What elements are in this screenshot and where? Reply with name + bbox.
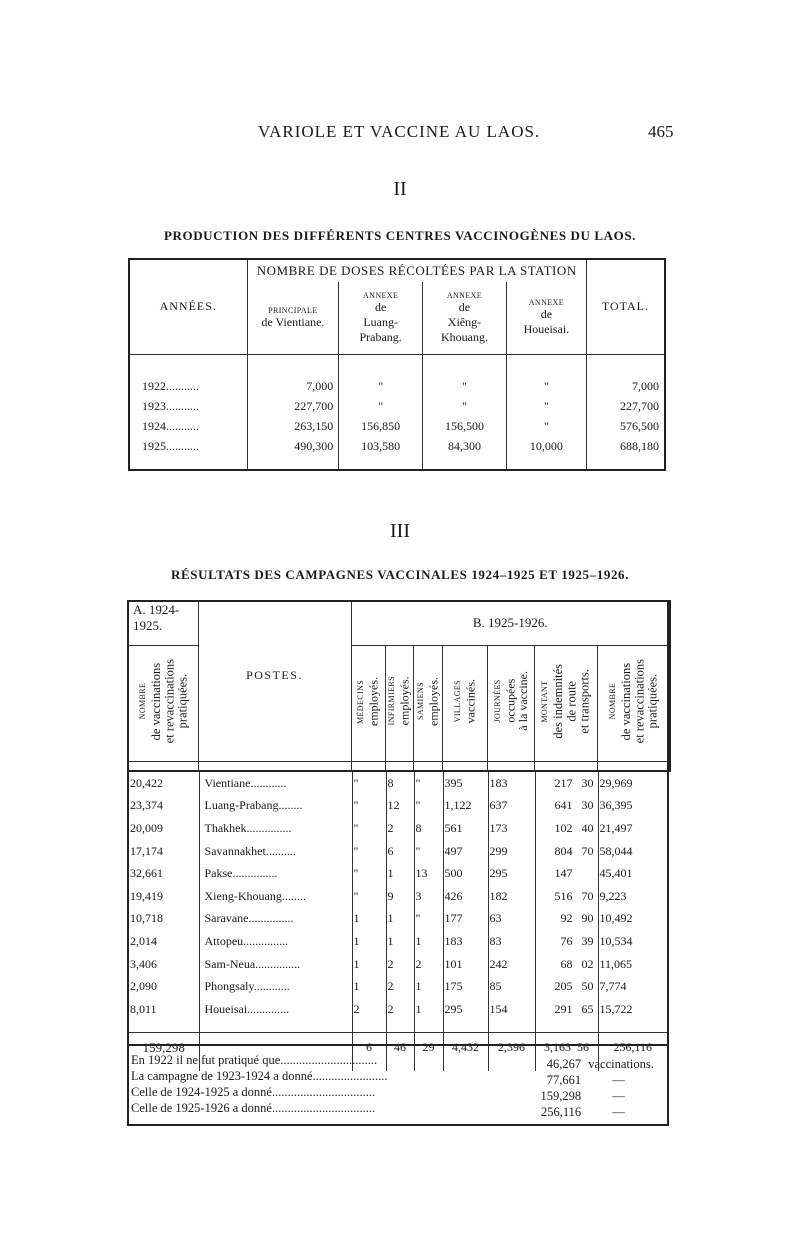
cell-houeisai: " <box>506 376 586 396</box>
cell-mont: 291 65 <box>535 998 598 1021</box>
table-row <box>129 998 667 1021</box>
header-station-xieng-khouang <box>423 282 507 354</box>
cell-a: 20,422 <box>130 775 163 790</box>
page-number: 465 <box>648 122 674 141</box>
cell-vil: 561 <box>443 817 488 840</box>
cell-sam: " <box>414 840 443 863</box>
header-l2: de <box>540 307 553 322</box>
cell-nb: 11,065 <box>598 953 667 976</box>
cell-vientiane: 227,700 <box>247 396 339 416</box>
header-montant: MONTANT des indemnités de route et transports. <box>534 645 597 761</box>
cell-mont: 102 40 <box>535 817 598 840</box>
cell-sam: 1 <box>414 975 443 998</box>
cell-a: 8,011 <box>130 1001 157 1016</box>
header-station-luang-prabang <box>339 282 423 354</box>
cell-nb: 45,401 <box>598 862 667 885</box>
header-journees: JOURNÉES occupées à la vaccine. <box>487 645 534 761</box>
cell-xieng: " <box>423 376 507 396</box>
cell-sam: " <box>414 795 443 818</box>
cell-poste: Xieng-Khouang........ <box>199 885 352 908</box>
cell-nb: 58,044 <box>598 840 667 863</box>
summary-line: Celle de 1924-1925 a donné................................. 159,298 — <box>131 1085 625 1103</box>
cell-sam: " <box>414 772 443 795</box>
header-l2: de Vientiane. <box>261 314 325 329</box>
cell-vil: 183 <box>443 930 488 953</box>
table-row <box>129 908 667 931</box>
total-nb: 256,116 <box>598 1033 667 1063</box>
cell-vil: 395 <box>443 772 488 795</box>
cell-sam: 1 <box>414 998 443 1021</box>
section-title-iii: RÉSULTATS DES CAMPAGNES VACCINALES 1924–1925 ET 1925–1926. <box>171 567 629 582</box>
header-a-line1: A. 1924- <box>133 602 180 617</box>
cell-nb: 10,492 <box>598 908 667 931</box>
cell-jour: 63 <box>488 908 535 931</box>
cell-nb: 29,969 <box>598 772 667 795</box>
cell-med: " <box>352 885 386 908</box>
section-numeral-ii: II <box>393 178 407 200</box>
cell-vil: 1,122 <box>443 795 488 818</box>
row-year: 1923........... <box>142 398 199 413</box>
cell-houeisai: " <box>506 416 586 436</box>
header-l4: Khouang. <box>440 329 488 344</box>
section-numeral-iii: III <box>390 520 410 542</box>
campaign-results-rows <box>129 772 667 1071</box>
cell-nb: 21,497 <box>598 817 667 840</box>
cell-med: " <box>352 772 386 795</box>
table-row <box>129 885 667 908</box>
cell-nb: 36,395 <box>598 795 667 818</box>
cell-total: 227,700 <box>586 396 665 416</box>
table-row <box>129 795 667 818</box>
cell-a: 2,014 <box>130 933 157 948</box>
campaign-results-table <box>127 600 671 772</box>
row-year: 1924........... <box>142 418 199 433</box>
row-year: 1925........... <box>142 438 199 453</box>
cell-poste: Attopeu............... <box>199 930 352 953</box>
cell-jour: 295 <box>488 862 535 885</box>
cell-sam: 3 <box>414 885 443 908</box>
header-medecins: MÉDECINS employés. <box>351 645 385 761</box>
cell-inf: 1 <box>386 930 414 953</box>
cell-poste: Saravane............... <box>199 908 352 931</box>
total-med: 6 <box>352 1033 386 1063</box>
header-annees: ANNÉES. <box>129 259 247 354</box>
cell-total: 7,000 <box>586 376 665 396</box>
cell-med: " <box>352 817 386 840</box>
cell-jour: 173 <box>488 817 535 840</box>
cell-mont: 68 02 <box>535 953 598 976</box>
cell-sam: 13 <box>414 862 443 885</box>
cell-nb: 7,774 <box>598 975 667 998</box>
header-nombre-b: NOMBRE de vaccinations et revaccinations pratiquées. <box>597 645 670 761</box>
cell-med: " <box>352 795 386 818</box>
cell-poste: Houeisai.............. <box>199 998 352 1021</box>
header-l2: de <box>374 299 387 314</box>
cell-med: 1 <box>352 930 386 953</box>
table-row <box>129 953 667 976</box>
cell-mont: 217 30 <box>535 772 598 795</box>
production-table <box>128 258 666 471</box>
cell-poste: Savannakhet.......... <box>199 840 352 863</box>
cell-med: 1 <box>352 953 386 976</box>
cell-inf: 1 <box>386 862 414 885</box>
cell-vil: 101 <box>443 953 488 976</box>
total-jour: 2,396 <box>488 1033 535 1063</box>
cell-luang: 103,580 <box>339 436 423 456</box>
cell-vil: 175 <box>443 975 488 998</box>
cell-total: 688,180 <box>586 436 665 456</box>
cell-vil: 500 <box>443 862 488 885</box>
cell-poste: Thakhek............... <box>199 817 352 840</box>
header-l1: ANNEXE <box>528 298 565 308</box>
cell-jour: 154 <box>488 998 535 1021</box>
cell-xieng: 84,300 <box>423 436 507 456</box>
table-row <box>129 975 667 998</box>
total-mont: 3,163 56 <box>535 1033 598 1063</box>
cell-poste: Phongsaly............ <box>199 975 352 998</box>
cell-inf: 1 <box>386 908 414 931</box>
header-l3: Xiêng- <box>447 314 482 329</box>
row-year: 1922........... <box>142 378 199 393</box>
cell-jour: 299 <box>488 840 535 863</box>
cell-jour: 83 <box>488 930 535 953</box>
summary-line: La campagne de 1923-1924 a donné........................ 77,661 — <box>131 1069 625 1087</box>
cell-a: 2,090 <box>130 979 157 994</box>
cell-jour: 85 <box>488 975 535 998</box>
cell-sam: 1 <box>414 930 443 953</box>
cell-vil: 426 <box>443 885 488 908</box>
cell-inf: 2 <box>386 817 414 840</box>
table-row <box>129 396 665 416</box>
cell-a: 19,419 <box>130 888 163 903</box>
header-b: B. 1925-1926. <box>351 601 670 645</box>
cell-jour: 637 <box>488 795 535 818</box>
cell-sam: 8 <box>414 817 443 840</box>
cell-luang: " <box>339 396 423 416</box>
cell-mont: 205 50 <box>535 975 598 998</box>
header-infirmiers: INFIRMIERS employés. <box>385 645 413 761</box>
table-row <box>129 436 665 456</box>
cell-mont: 147 <box>535 862 598 885</box>
header-l4: Prabang. <box>359 329 402 344</box>
cell-inf: 8 <box>386 772 414 795</box>
cell-inf: 9 <box>386 885 414 908</box>
header-station-vientiane <box>247 282 339 354</box>
cell-inf: 2 <box>386 953 414 976</box>
cell-houeisai: 10,000 <box>506 436 586 456</box>
header-a <box>128 601 198 645</box>
cell-inf: 12 <box>386 795 414 818</box>
cell-xieng: " <box>423 396 507 416</box>
cell-total: 576,500 <box>586 416 665 436</box>
cell-mont: 804 70 <box>535 840 598 863</box>
table-row <box>129 772 667 795</box>
cell-xieng: 156,500 <box>423 416 507 436</box>
header-total: TOTAL. <box>586 259 665 354</box>
header-postes: POSTES. <box>198 601 351 761</box>
cell-poste: Pakse............... <box>199 862 352 885</box>
header-doses: NOMBRE DE DOSES RÉCOLTÉES PAR LA STATION <box>247 259 586 282</box>
cell-med: " <box>352 862 386 885</box>
header-l1: PRINCIPALE <box>268 305 318 315</box>
header-col-a: NOMBRE de vaccinations et revaccinations pratiquées. <box>128 645 198 761</box>
cell-vientiane: 7,000 <box>247 376 339 396</box>
total-inf: 46 <box>386 1033 414 1063</box>
header-l3: Luang- <box>363 314 398 329</box>
header-a-line2: 1925. <box>133 617 163 633</box>
cell-houeisai: " <box>506 396 586 416</box>
summary-line: En 1922 il ne fut pratiqué que............................... 46,267 vaccinations. <box>131 1053 654 1071</box>
header-station-houeisai <box>506 282 586 354</box>
cell-vil: 295 <box>443 998 488 1021</box>
header-l1: ANNEXE <box>446 290 483 300</box>
cell-a: 23,374 <box>130 798 163 813</box>
cell-vientiane: 263,150 <box>247 416 339 436</box>
total-a: 159,298 <box>142 1039 185 1055</box>
cell-a: 10,718 <box>130 911 163 926</box>
cell-a: 20,009 <box>130 820 163 835</box>
header-samiens: SAMIENS employés. <box>413 645 442 761</box>
cell-med: " <box>352 840 386 863</box>
table-row <box>129 930 667 953</box>
cell-a: 17,174 <box>130 843 163 858</box>
cell-luang: 156,850 <box>339 416 423 436</box>
table-row <box>129 862 667 885</box>
cell-mont: 516 70 <box>535 885 598 908</box>
cell-jour: 182 <box>488 885 535 908</box>
cell-mont: 92 90 <box>535 908 598 931</box>
cell-inf: 6 <box>386 840 414 863</box>
cell-mont: 641 30 <box>535 795 598 818</box>
cell-a: 32,661 <box>130 866 163 881</box>
cell-poste: Vientiane............ <box>199 772 352 795</box>
summary-line: Celle de 1925-1926 a donné................................. 256,116 — <box>131 1101 625 1119</box>
table-row <box>129 840 667 863</box>
cell-mont: 76 39 <box>535 930 598 953</box>
cell-vientiane: 490,300 <box>247 436 339 456</box>
cell-poste: Sam-Neua............... <box>199 953 352 976</box>
cell-inf: 2 <box>386 975 414 998</box>
header-l2: de <box>458 299 471 314</box>
cell-inf: 2 <box>386 998 414 1021</box>
cell-poste: Luang-Prabang........ <box>199 795 352 818</box>
header-l1: ANNEXE <box>362 290 399 300</box>
section-title-ii: PRODUCTION DES DIFFÉRENTS CENTRES VACCINOGÈNES DU LAOS. <box>163 228 637 243</box>
cell-nb: 10,534 <box>598 930 667 953</box>
total-vil: 4,432 <box>443 1033 488 1063</box>
cell-vil: 497 <box>443 840 488 863</box>
cell-sam: " <box>414 908 443 931</box>
cell-jour: 242 <box>488 953 535 976</box>
table-row <box>129 817 667 840</box>
table-row <box>129 416 665 436</box>
total-sam: 29 <box>414 1033 443 1063</box>
cell-vil: 177 <box>443 908 488 931</box>
cell-a: 3,406 <box>130 956 157 971</box>
running-header: VARIOLE ET VACCINE AU LAOS. <box>258 122 541 141</box>
cell-sam: 2 <box>414 953 443 976</box>
cell-med: 2 <box>352 998 386 1021</box>
cell-med: 1 <box>352 908 386 931</box>
cell-nb: 9,223 <box>598 885 667 908</box>
cell-nb: 15,722 <box>598 998 667 1021</box>
header-l3: Houeisai. <box>523 322 570 337</box>
cell-luang: " <box>339 376 423 396</box>
cell-jour: 183 <box>488 772 535 795</box>
cell-med: 1 <box>352 975 386 998</box>
header-villages: VILLAGES vaccinés. <box>442 645 487 761</box>
table-row <box>129 376 665 396</box>
